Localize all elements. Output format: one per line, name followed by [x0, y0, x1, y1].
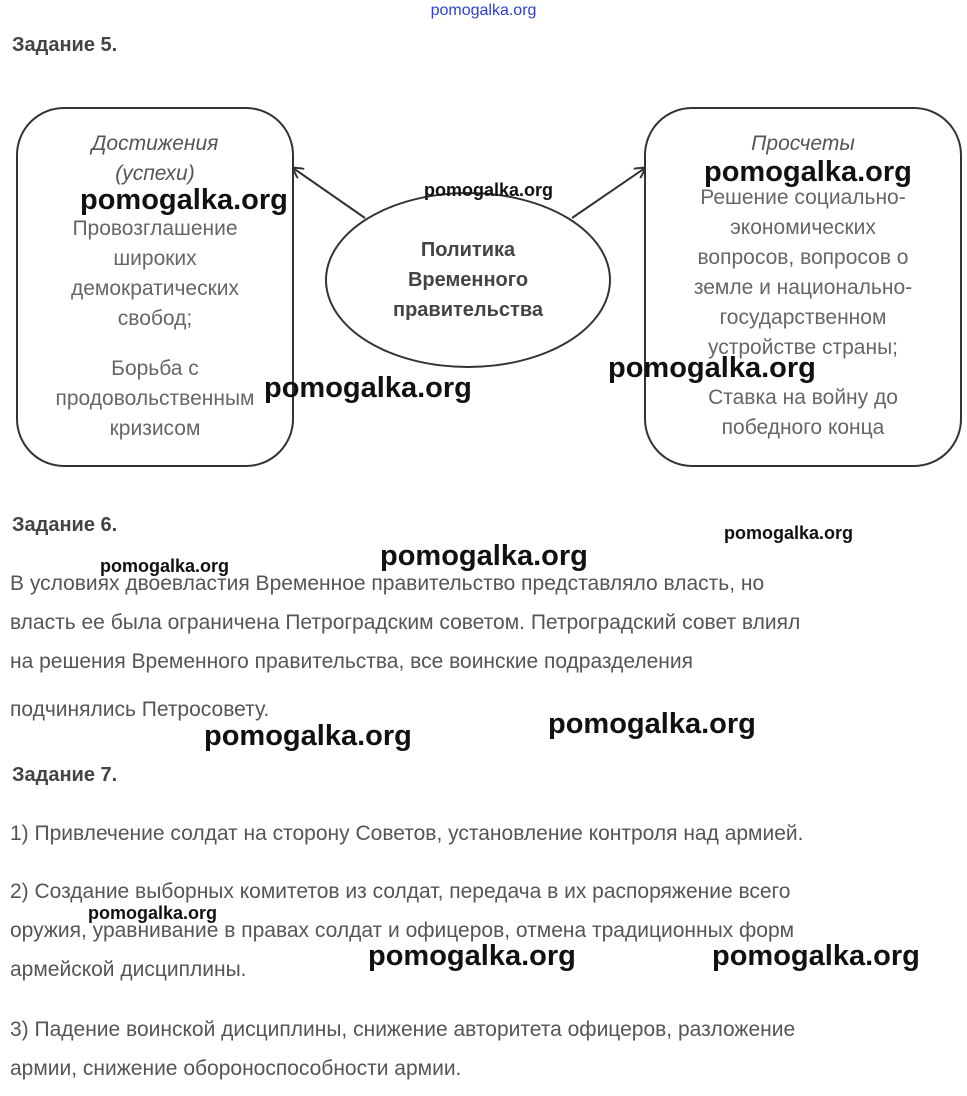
watermark: pomogalka.org	[424, 180, 554, 200]
task7-line: 2) Создание выборных комитетов из солдат, передача в их распоряжение всего	[10, 880, 791, 903]
miscalculations-heading: Просчеты	[751, 132, 855, 155]
miscalculation-line: вопросов, вопросов о	[697, 246, 909, 269]
center-line: Временного	[407, 269, 529, 291]
miscalculation-line: победного конца	[721, 416, 885, 439]
center-line: Политика	[420, 239, 516, 261]
achievement-line: Борьба с	[111, 357, 199, 380]
top-watermark: pomogalka.org	[430, 2, 537, 19]
arrow-right	[572, 168, 645, 218]
achievement-line: продовольственным	[55, 387, 255, 410]
center-line: правительства	[393, 299, 543, 321]
achievement-line: широких	[113, 247, 197, 270]
achievements-box	[16, 107, 294, 467]
watermark: pomogalka.org	[724, 523, 854, 543]
watermark: pomogalka.org	[80, 184, 288, 216]
watermark: pomogalka.org	[88, 903, 218, 923]
watermark: pomogalka.org	[704, 156, 912, 188]
watermark: pomogalka.org	[264, 372, 472, 404]
watermark: pomogalka.org	[100, 556, 230, 576]
miscalculation-line: экономических	[730, 216, 876, 239]
miscalculation-line: земле и национально-	[693, 276, 913, 299]
task7-line: оружия, уравнивание в правах солдат и офицеров, отмена традиционных форм	[10, 919, 795, 942]
achievement-line: Провозглашение	[72, 217, 238, 240]
task7-line: армейской дисциплины.	[10, 958, 247, 981]
watermark: pomogalka.org	[204, 720, 412, 752]
watermark: pomogalka.org	[548, 708, 756, 740]
task6-line: подчинялись Петросовету.	[10, 698, 270, 721]
watermark: pomogalka.org	[380, 540, 588, 572]
task6-line: В условиях двоевластия Временное правительство представляло власть, но	[10, 572, 765, 595]
task7-title: Задание 7.	[12, 764, 118, 786]
achievements-heading-2: (успехи)	[115, 162, 195, 185]
achievement-line: кризисом	[109, 417, 201, 440]
task7-line: 3) Падение воинской дисциплины, снижение авторитета офицеров, разложение	[10, 1018, 796, 1041]
task7-item-3	[10, 1010, 950, 1088]
watermark: pomogalka.org	[608, 352, 816, 384]
miscalculation-line: устройстве страны;	[707, 336, 899, 359]
task7-line: армии, снижение обороноспособности армии.	[10, 1057, 462, 1080]
miscalculation-line: Решение социально-	[700, 186, 906, 209]
task6-line: власть ее была ограничена Петроградским советом. Петроградский совет влиял	[10, 611, 801, 634]
task5-title: Задание 5.	[12, 34, 118, 56]
achievement-line: свобод;	[117, 307, 193, 330]
task7-line: 1) Привлечение солдат на сторону Советов, установление контроля над армией.	[10, 822, 804, 845]
center-ellipse	[325, 192, 611, 368]
watermark: pomogalka.org	[712, 940, 920, 972]
task6-line: на решения Временного правительства, все воинские подразделения	[10, 650, 693, 673]
task7-item-1	[10, 814, 950, 853]
task6-paragraph	[10, 564, 950, 729]
arrow-left	[293, 168, 365, 218]
achievement-line: демократических	[70, 277, 240, 300]
achievements-heading-1: Достижения	[91, 132, 219, 155]
watermark: pomogalka.org	[368, 940, 576, 972]
miscalculation-line: Ставка на войну до	[708, 386, 898, 409]
miscalculation-line: государственном	[719, 306, 887, 329]
task6-title: Задание 6.	[12, 514, 118, 536]
